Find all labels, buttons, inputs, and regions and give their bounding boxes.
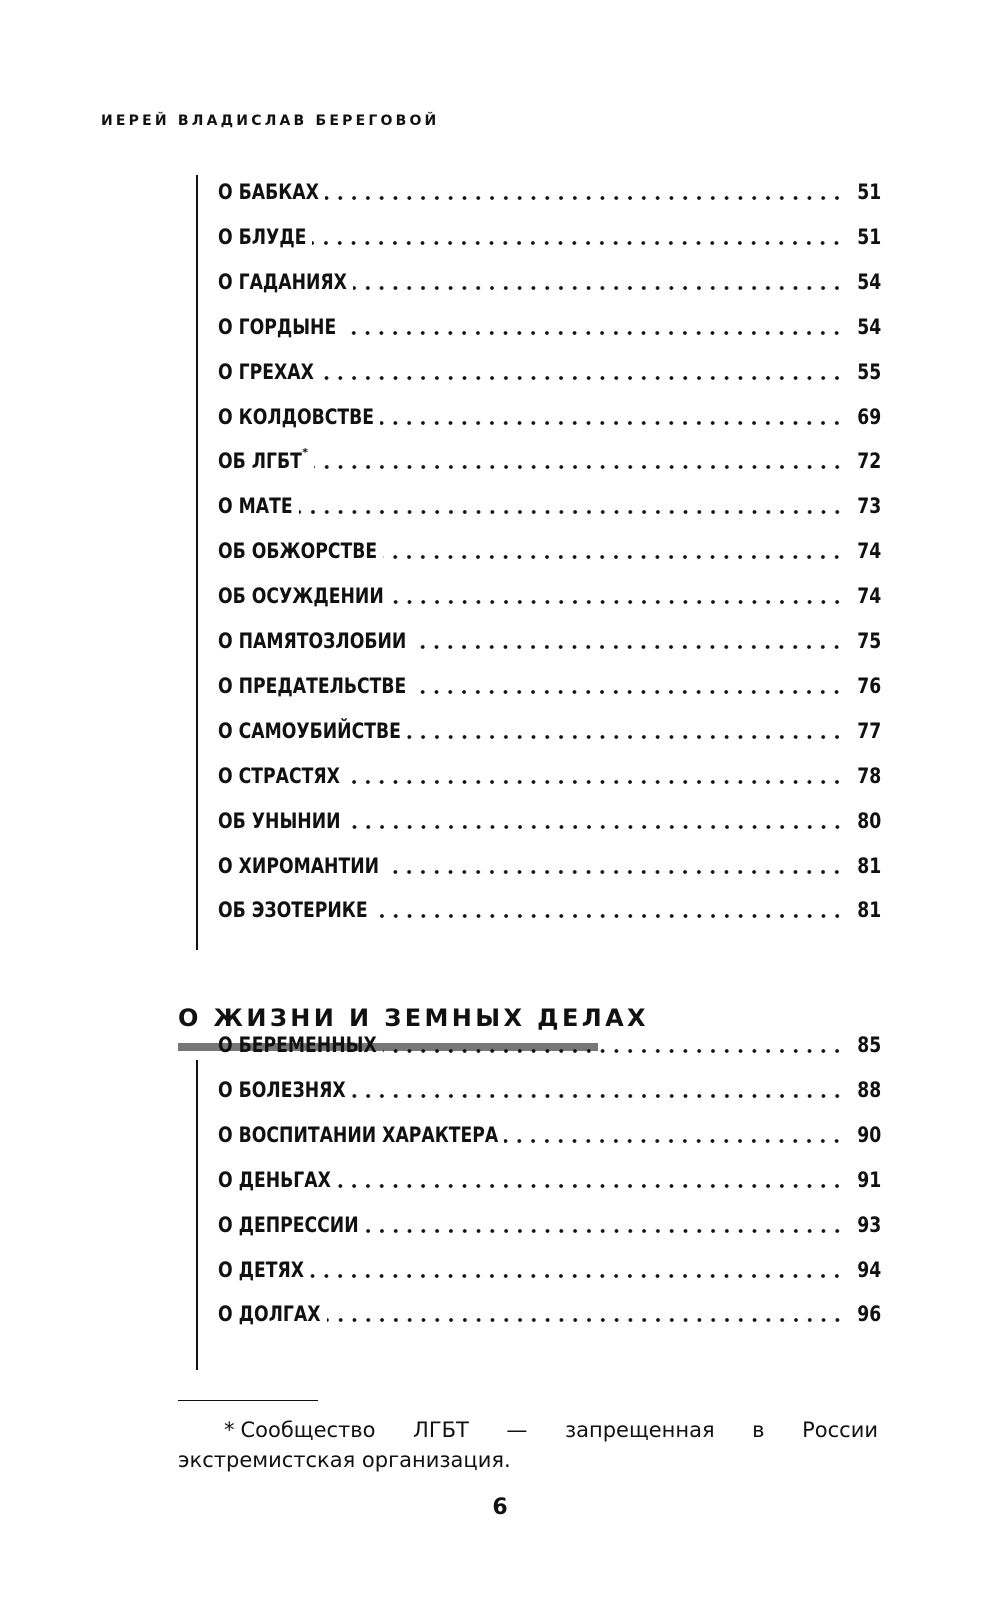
toc-entry-title: ОБ ОБЖОРСТВЕ	[218, 539, 378, 564]
toc-dot-leader	[380, 421, 844, 425]
toc-dot-leader	[342, 331, 844, 335]
toc-dot-leader	[325, 196, 844, 200]
toc-dot-leader	[310, 1274, 844, 1278]
toc-entry-page: 80	[857, 808, 881, 833]
toc-entry	[218, 306, 881, 340]
toc-entry	[218, 755, 881, 789]
toc-dot-leader	[327, 1318, 844, 1322]
toc-dot-leader	[412, 645, 844, 649]
toc-entry	[218, 396, 881, 430]
toc-entry	[218, 485, 881, 519]
toc-dot-leader	[385, 870, 844, 874]
toc-group-2	[196, 1033, 881, 1370]
toc-dot-leader	[312, 241, 843, 245]
toc-entry-page: 55	[857, 359, 881, 384]
toc-dot-leader	[383, 555, 844, 559]
toc-entry-title: О ДОЛГАХ	[218, 1302, 321, 1327]
footnote-reference-mark: *	[302, 446, 309, 460]
toc-entry-title: О ГРЕХАХ	[218, 359, 314, 384]
toc-entry	[218, 665, 881, 699]
toc-dot-leader	[407, 735, 844, 739]
toc-dot-leader	[374, 914, 844, 918]
toc-entry-page: 93	[857, 1212, 881, 1237]
toc-entry-page: 54	[857, 314, 881, 339]
running-head: ИЕРЕЙ ВЛАДИСЛАВ БЕРЕГОВОЙ	[101, 113, 440, 129]
toc-dot-leader	[504, 1139, 844, 1143]
toc-entry-page: 69	[857, 404, 881, 429]
toc-entry-page: 88	[857, 1077, 881, 1102]
toc-entry	[218, 216, 881, 250]
toc-entry-title: О БОЛЕЗНЯХ	[218, 1077, 346, 1102]
toc-entry	[218, 1159, 881, 1193]
toc-entry-title: О ВОСПИТАНИИ ХАРАКТЕРА	[218, 1122, 499, 1147]
toc-entry-page: 74	[857, 584, 881, 609]
toc-entry-page: 54	[857, 269, 881, 294]
toc-entry-page: 81	[857, 853, 881, 878]
section-heading: О ЖИЗНИ И ЗЕМНЫХ ДЕЛАХ	[178, 1004, 649, 1032]
toc-entry	[218, 1114, 881, 1148]
toc-entry	[218, 575, 881, 609]
toc-entry	[218, 530, 881, 564]
toc-dot-leader	[299, 510, 844, 514]
toc-entry-title: О СТРАСТЯХ	[218, 763, 340, 788]
toc-dot-leader	[383, 1049, 844, 1053]
toc-entry	[218, 889, 881, 923]
footnote	[178, 1415, 878, 1475]
toc-entry-title: ОБ ОСУЖДЕНИИ	[218, 584, 384, 609]
toc-entry-page: 94	[857, 1257, 881, 1282]
toc-group-1	[196, 175, 881, 950]
toc-entry	[218, 1293, 881, 1327]
toc-entry-page: 81	[857, 898, 881, 923]
toc-entry	[218, 620, 881, 654]
toc-entry-page: 77	[857, 718, 881, 743]
toc-entry-title: О ГОРДЫНЕ	[218, 314, 337, 339]
toc-entry-page: 74	[857, 539, 881, 564]
page-number: 6	[492, 1495, 508, 1520]
toc-entry-page: 78	[857, 763, 881, 788]
toc-entry-title: О ДЕПРЕССИИ	[218, 1212, 359, 1237]
toc-dot-leader	[352, 1094, 844, 1098]
toc-entry-page: 91	[857, 1167, 881, 1192]
toc-entry	[218, 351, 881, 385]
toc-entry-title: О КОЛДОВСТВЕ	[218, 404, 375, 429]
toc-entry-page: 96	[857, 1302, 881, 1327]
toc-entry-page: 75	[857, 629, 881, 653]
toc-entry	[218, 261, 881, 295]
toc-entry	[218, 1204, 881, 1238]
toc-entry	[218, 171, 881, 205]
toc-dot-leader	[337, 1184, 844, 1188]
toc-entry	[218, 800, 881, 834]
toc-entry	[218, 1024, 881, 1058]
toc-dot-leader	[320, 376, 844, 380]
toc-entry-title: О САМОУБИЙСТВЕ	[218, 718, 401, 743]
toc-entry-page: 76	[857, 673, 881, 698]
toc-entry	[218, 1069, 881, 1103]
toc-entry-title: О БАБКАХ	[218, 180, 319, 204]
toc-dot-leader	[365, 1229, 844, 1233]
toc-entry-title: О МАТЕ	[218, 494, 293, 519]
footnote-text: Сообщество ЛГБТ — запрещенная в России экстремистская организация.	[178, 1418, 878, 1472]
toc-entry-page: 51	[857, 224, 881, 249]
toc-entry-title: О ХИРОМАНТИИ	[218, 853, 380, 878]
toc-dot-leader	[353, 286, 844, 290]
footnote-mark: *	[224, 1418, 235, 1442]
toc-entry-title: О БЛУДЕ	[218, 224, 307, 249]
toc-entry-page: 72	[857, 449, 881, 474]
footnote-rule	[178, 1400, 318, 1401]
toc-entry-title: О ПРЕДАТЕЛЬСТВЕ	[218, 673, 407, 698]
toc-dot-leader	[390, 600, 844, 604]
toc-entry	[218, 845, 881, 879]
toc-entry-page: 85	[857, 1033, 881, 1057]
toc-entry-title: ОБ УНЫНИИ	[218, 808, 341, 833]
toc-entry	[218, 1249, 881, 1283]
toc-dot-leader	[347, 825, 844, 829]
toc-entry-page: 90	[857, 1122, 881, 1147]
toc-dot-leader	[314, 465, 844, 469]
toc-entry	[218, 440, 881, 474]
toc-entry-title: О ПАМЯТОЗЛОБИИ	[218, 629, 407, 653]
toc-entry-title: О ДЕНЬГАХ	[218, 1167, 331, 1192]
toc-entry	[218, 710, 881, 744]
toc-entry-page: 73	[857, 494, 881, 519]
toc-dot-leader	[346, 780, 844, 784]
toc-entry-title: ОБ ЭЗОТЕРИКЕ	[218, 898, 368, 923]
toc-entry-title: О ГАДАНИЯХ	[218, 269, 347, 294]
toc-entry-title: О БЕРЕМЕННЫХ	[218, 1033, 377, 1057]
toc-entry-title: О ДЕТЯХ	[218, 1257, 305, 1282]
toc-entry-page: 51	[857, 180, 881, 204]
toc-entry-title: ОБ ЛГБТ	[218, 449, 302, 474]
toc-dot-leader	[412, 690, 843, 694]
